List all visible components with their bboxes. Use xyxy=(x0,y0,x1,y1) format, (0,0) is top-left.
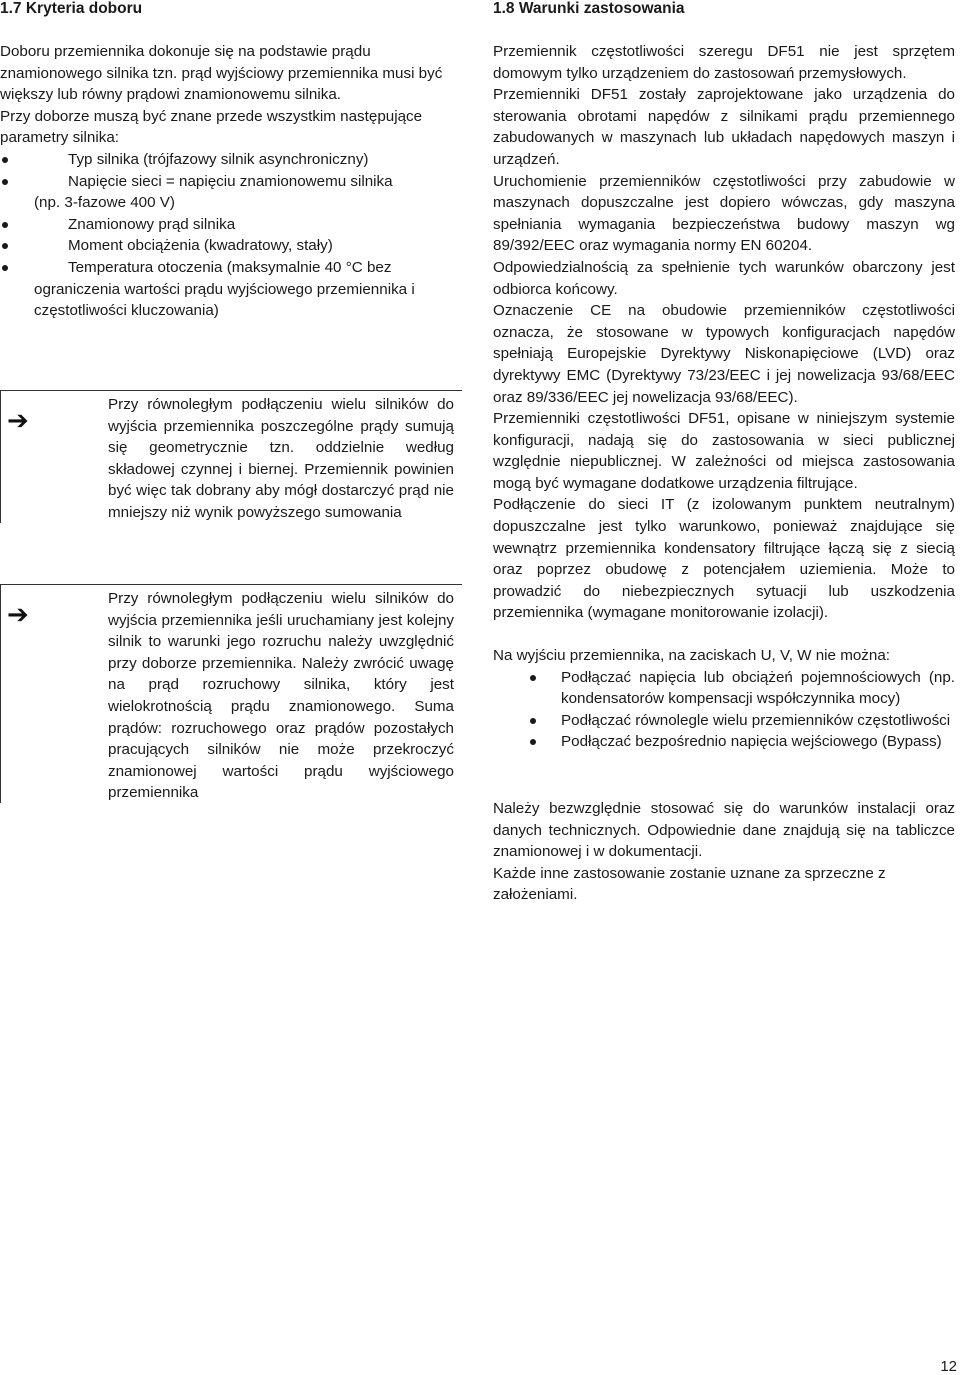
final-notes xyxy=(493,798,955,906)
paragraph: Oznaczenie CE na obudowie przemienników częstotliwości oznacza, że stosowane w typowych konfiguracjach napędów spełniają Europejskie Dyrektywy Niskonapięciowe (LVD) oraz dyrektywy EMC (Dyrektywy 73/23/EEC i jej nowelizacja 93/68/EEC oraz 89/336/EEC jej nowelizacja 93/68/EEC). xyxy=(493,302,955,406)
list-item: Podłączać napięcia lub obciążeń pojemnościowych (np. kondensatorów kompensacji współczynnika mocy) xyxy=(493,667,955,710)
arrow-right-icon: ➔ xyxy=(7,406,29,436)
paragraph: Uruchomienie przemienników częstotliwości przy zabudowie w maszynach dopuszczalne jest dopiero wówczas, gdy maszyna spełniania wymagania bezpieczeństwa budowy maszyn wg 89/392/EEC oraz wymagania normy EN 60204. xyxy=(493,172,955,255)
conditions-body xyxy=(493,41,955,624)
intro-paragraph: Doboru przemiennika dokonuje się na podstawie prądu znamionowego silnika tzn. prąd wyjściowy przemiennika musi być większy lub równy prądowi znamionowemu silnika. xyxy=(0,43,443,104)
paragraph: Podłączenie do sieci IT (z izolowanym punktem neutralnym) dopuszczalne jest tylko warunkowo, ponieważ znajdujące się wewnątrz przemiennika kondensatory filtrujące łączą się z siecią oraz poprzez obudowę z potencjałem uziemienia. Może to prowadzić do niebezpiecznych sytuacji lub uszkodzenia przemiennika (wymagane monitorowanie izolacji). xyxy=(493,496,955,622)
list-item-continuation: (np. 3-fazowe 400 V) xyxy=(34,194,175,212)
list-item: Moment obciążenia (kwadratowy, stały) xyxy=(0,235,462,257)
note-box-startup-current xyxy=(0,584,462,802)
section-heading-warunki: 1.8 Warunki zastosowania xyxy=(493,0,685,17)
paragraph: Należy bezwzględnie stosować się do warunków instalacji oraz danych technicznych. Odpowiednie dane znajdują się na tabliczce znamionowej i w dokumentacji. xyxy=(493,800,955,861)
restrictions-intro: Na wyjściu przemiennika, na zaciskach U, V, W nie można: xyxy=(493,647,891,664)
output-restrictions xyxy=(493,645,955,753)
paragraph: Przemienniki częstotliwości DF51, opisane w niniejszym systemie konfiguracji, nadają się do zastosowania w sieci publicznej względnie niepublicznej. W zależności od miejsca zastosowania mogą być wymagane dodatkowe urządzenia filtrujące. xyxy=(493,410,955,492)
note-box-parallel-currents xyxy=(0,390,462,521)
list-item: Temperatura otoczenia (maksymalnie 40 °C bez xyxy=(0,257,462,279)
list-item: Podłączać bezpośrednio napięcia wejściowego (Bypass) xyxy=(493,731,955,753)
note-border xyxy=(0,585,1,803)
note-border xyxy=(0,391,1,523)
page-number: 12 xyxy=(940,1358,957,1375)
intro-block xyxy=(0,41,462,149)
paragraph: Przemienniki DF51 zostały zaprojektowane jako urządzenia do sterowania obrotami napędów z silnikami prądu przemiennego zabudowanych w maszynach lub układach napędowych maszyn i urządzeń. xyxy=(493,86,955,168)
list-item: Znamionowy prąd silnika xyxy=(0,214,462,236)
note-text: Przy równoległym podłączeniu wielu silników do wyjścia przemiennika poszczególne prądy sumują się geometrycznie tzn. oddzielnie według składowej czynnej i biernej. Przemiennik powinien być więc tak dobrany aby mógł dostarczyć prąd nie mniejszy niż wynik powyższego sumowania xyxy=(108,396,454,521)
intro-paragraph-2: Przy doborze muszą być znane przede wszystkim następujące parametry silnika: xyxy=(0,107,423,147)
motor-parameters-list xyxy=(0,149,462,322)
list-item: Typ silnika (trójfazowy silnik asynchroniczny) xyxy=(0,149,462,171)
list-item: Napięcie sieci = napięciu znamionowemu silnika xyxy=(0,171,462,193)
note-text: Przy równoległym podłączeniu wielu silników do wyjścia przemiennika jeśli uruchamiany jest kolejny silnik to warunki jego rozruchu należy uwzględnić przy doborze przemiennika. Należy zwrócić uwagę na prąd rozruchowy silnika, który jest wielokrotnością prądu znamionowego. Suma prądów: rozruchowego oraz prądów pozostałych pracujących silników nie może przekroczyć znamionowej wartości prądu wyjściowego przemiennika xyxy=(108,590,454,802)
arrow-right-icon: ➔ xyxy=(7,600,29,630)
paragraph: Każde inne zastosowanie zostanie uznane za sprzeczne z założeniami. xyxy=(493,864,886,904)
section-heading-kryteria: 1.7 Kryteria doboru xyxy=(0,0,143,17)
list-item-wrap: ograniczenia wartości prądu wyjściowego przemiennika i częstotliwości kluczowania) xyxy=(34,280,415,320)
paragraph: Odpowiedzialnością za spełnienie tych warunków obarczony jest odbiorca końcowy. xyxy=(493,258,955,298)
paragraph: Przemiennik częstotliwości szeregu DF51 nie jest sprzętem domowym tylko urządzeniem do zastosowań przemysłowych. xyxy=(493,43,955,82)
list-item: Podłączać równolegle wielu przemienników częstotliwości xyxy=(493,710,955,732)
